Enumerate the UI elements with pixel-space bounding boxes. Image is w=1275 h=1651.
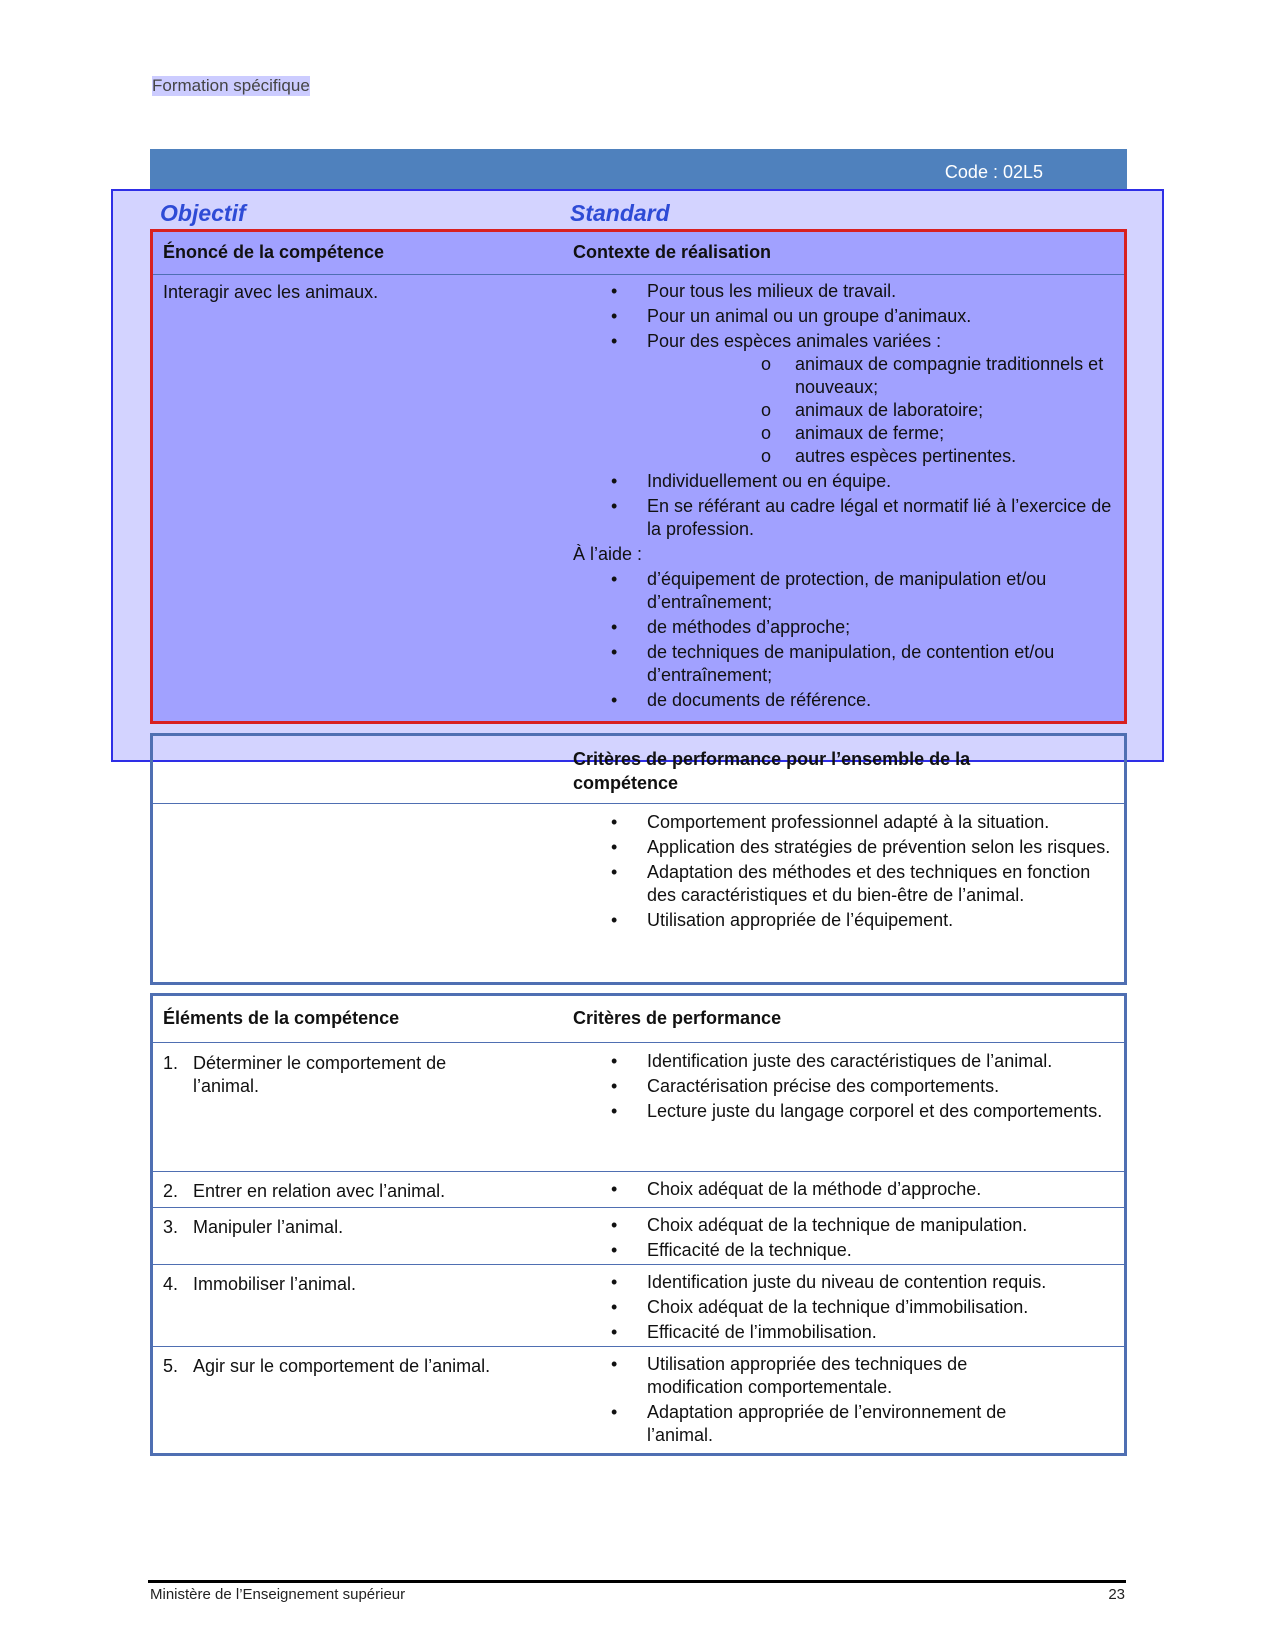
criteria-list — [573, 1050, 1116, 1123]
contexte-content — [573, 280, 1116, 714]
list-item: • Choix adéquat de la technique de manipulation. — [573, 1214, 1116, 1237]
criteres-ensemble-content — [573, 811, 1116, 934]
list-item: • Comportement professionnel adapté à la situation. — [573, 811, 1116, 834]
table-row — [153, 1207, 1124, 1265]
footer-rule — [148, 1580, 1126, 1583]
section-criteres-ensemble — [150, 733, 1127, 985]
elements-heading: Éléments de la compétence — [163, 1008, 400, 1028]
objectif-heading: Objectif — [160, 200, 246, 226]
list-item: • Efficacité de l’immobilisation. — [573, 1321, 1116, 1344]
list-item: • Identification juste des caractéristiques de l’animal. — [573, 1050, 1116, 1073]
contexte-heading: Contexte de réalisation — [573, 242, 772, 262]
criteria-list — [573, 1353, 1044, 1447]
species-list — [647, 353, 1116, 468]
table-row — [153, 1264, 1124, 1347]
section3-header-row — [153, 996, 1124, 1043]
criteria-list — [573, 1178, 1116, 1201]
element-text: Agir sur le comportement de l’animal. — [193, 1356, 491, 1376]
table-row — [153, 1346, 1124, 1454]
criteria-list — [573, 1271, 1116, 1344]
list-item: • Pour des espèces animales variées : o animaux de compagnie traditionnels et nouveaux; o animaux de laboratoire; o animaux de ferme; o autres espèces pertinentes. — [573, 330, 1116, 468]
list-item: • de documents de référence. — [573, 689, 1116, 712]
element-cell — [163, 1052, 503, 1098]
list-item: • Adaptation appropriée de l’environnement de l’animal. — [573, 1401, 1044, 1447]
element-number: 1. — [163, 1053, 179, 1073]
element-cell — [163, 1180, 563, 1203]
criteres-heading: Critères de performance — [573, 1008, 782, 1028]
list-item: • Pour un animal ou un groupe d’animaux. — [573, 305, 1116, 328]
aide-label: À l’aide : — [573, 544, 643, 564]
footer-ministry: Ministère de l’Enseignement supérieur — [150, 1586, 406, 1603]
element-cell — [163, 1273, 563, 1296]
criteria-cell — [573, 1214, 1116, 1264]
criteria-cell — [573, 1271, 1116, 1346]
list-item: • Pour tous les milieux de travail. — [573, 280, 1116, 303]
list-item: o animaux de laboratoire; — [647, 399, 1116, 422]
element-number: 3. — [163, 1217, 179, 1237]
list-item: • Adaptation des méthodes et des techniques en fonction des caractéristiques et du bien-être de l’animal. — [573, 861, 1116, 907]
element-cell — [163, 1355, 563, 1378]
element-number: 4. — [163, 1274, 179, 1294]
list-item: • Efficacité de la technique. — [573, 1239, 1116, 1262]
list-item: • Choix adéquat de la méthode d’approche. — [573, 1178, 1116, 1201]
criteria-cell — [573, 1050, 1116, 1125]
list-item: • Utilisation appropriée des techniques de modification comportementale. — [573, 1353, 1044, 1399]
list-item: • Identification juste du niveau de contention requis. — [573, 1271, 1116, 1294]
criteres-ensemble-list — [573, 811, 1116, 932]
list-item: • Choix adéquat de la technique d’immobilisation. — [573, 1296, 1116, 1319]
aide-list — [573, 568, 1116, 712]
list-item: • de techniques de manipulation, de contention et/ou d’entraînement; — [573, 641, 1116, 687]
criteria-cell — [573, 1178, 1116, 1203]
criteria-list — [573, 1214, 1116, 1262]
list-item: o animaux de compagnie traditionnels et nouveaux; — [647, 353, 1116, 399]
element-text: Déterminer le comportement de l’animal. — [193, 1053, 447, 1096]
page-number: 23 — [1108, 1586, 1125, 1603]
list-item: • Caractérisation précise des comportements. — [573, 1075, 1116, 1098]
section-elements-criteres — [150, 993, 1127, 1456]
section-enonce-contexte — [150, 229, 1127, 724]
competence-statement: Interagir avec les animaux. — [163, 282, 379, 302]
list-item: • Lecture juste du langage corporel et des comportements. — [573, 1100, 1116, 1123]
enonce-heading: Énoncé de la compétence — [163, 242, 385, 262]
table-row — [153, 1171, 1124, 1208]
list-item: o autres espèces pertinentes. — [647, 445, 1116, 468]
code-text: Code : 02L5 — [944, 162, 1043, 182]
criteria-cell — [573, 1353, 1044, 1449]
criteres-ensemble-heading: Critères de performance pour l’ensemble de la compétence — [573, 749, 971, 793]
list-item: • d’équipement de protection, de manipulation et/ou d’entraînement; — [573, 568, 1116, 614]
section2-header-row — [153, 736, 1124, 804]
list-item: • Application des stratégies de prévention selon les risques. — [573, 836, 1116, 859]
element-number: 2. — [163, 1181, 179, 1201]
element-cell — [163, 1216, 563, 1239]
code-bar — [150, 149, 1127, 191]
element-number: 5. — [163, 1356, 179, 1376]
standard-heading: Standard — [570, 200, 670, 226]
list-item: • Individuellement ou en équipe. — [573, 470, 1116, 493]
table-row — [153, 1042, 1124, 1171]
element-text: Immobiliser l’animal. — [193, 1274, 357, 1294]
list-item: • Utilisation appropriée de l’équipement. — [573, 909, 1116, 932]
list-item: o animaux de ferme; — [647, 422, 1116, 445]
context-list — [573, 280, 1116, 541]
list-item: • En se référant au cadre légal et normatif lié à l’exercice de la profession. — [573, 495, 1116, 541]
page-header-title: Formation spécifique — [152, 76, 310, 95]
list-item: • de méthodes d’approche; — [573, 616, 1116, 639]
section1-header-row — [153, 232, 1124, 275]
element-text: Manipuler l’animal. — [193, 1217, 344, 1237]
element-text: Entrer en relation avec l’animal. — [193, 1181, 446, 1201]
